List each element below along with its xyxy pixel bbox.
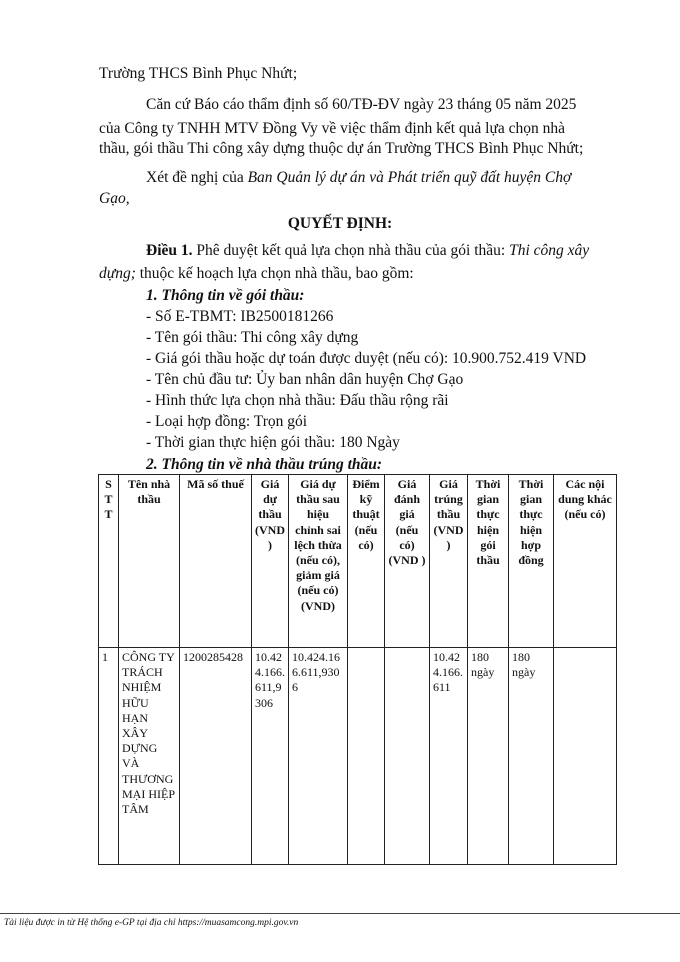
column-header: Thời gian thực hiện gói thầu (468, 475, 509, 648)
column-header: Giá dự thầu (VND ) (252, 475, 289, 648)
cell-contractor-name: CÔNG TY TRÁCH NHIỆM HỮU HẠN XÂY DỰNG VÀ THƯƠNG MẠI HIỆP TÂM (119, 648, 180, 865)
winner-table (98, 474, 617, 865)
table-row (99, 648, 617, 865)
section-heading: 1. Thông tin về gói thầu: (146, 287, 305, 304)
info-item: - Hình thức lựa chọn nhà thầu: Đấu thầu rộng rãi (146, 392, 449, 409)
cell-adjusted-price: 10.424.166.611,9306 (289, 648, 348, 865)
column-header: Giá trúng thầu (VND ) (430, 475, 468, 648)
column-header: S T T (99, 475, 119, 648)
cell-bid-price: 10.424.166.611,9306 (252, 648, 289, 865)
article-label: Điều 1. (146, 242, 193, 259)
cell-award-price: 10.424.166.611 (430, 648, 468, 865)
cell-eval-price (385, 648, 430, 865)
info-item: - Số E-TBMT: IB2500181266 (146, 308, 334, 325)
column-header: Thời gian thực hiện hợp đồng (509, 475, 554, 648)
text-line: Căn cứ Báo cáo thẩm định số 60/TĐ-ĐV ngày 23 tháng 05 năm 2025 (146, 96, 577, 113)
info-item: - Loại hợp đồng: Trọn gói (146, 413, 308, 430)
text-span: Phê duyệt kết quả lựa chọn nhà thầu của gói thầu: (192, 242, 510, 259)
info-item: - Giá gói thầu hoặc dự toán được duyệt (nếu có): 10.900.752.419 VND (146, 350, 587, 367)
column-header: Các nội dung khác (nếu có) (554, 475, 617, 648)
text-line (99, 264, 414, 284)
text-span: Xét đề nghị của (146, 169, 248, 186)
cell-contract-time: 180 ngày (509, 648, 554, 865)
text-span: thuộc kế hoạch lựa chọn nhà thầu, bao gồm: (135, 265, 414, 282)
table-header-row (99, 475, 617, 648)
cell-other (554, 648, 617, 865)
column-header: Giá đánh giá (nếu có) (VND ) (385, 475, 430, 648)
column-header: Giá dự thầu sau hiệu chỉnh sai lệch thừa (nếu có), giảm giá (nếu có) (VND) (289, 475, 348, 648)
section-heading: 2. Thông tin về nhà thầu trúng thầu: (146, 456, 383, 473)
text-line: của Công ty TNHH MTV Đồng Vy về việc thẩm định kết quả lựa chọn nhà (99, 120, 566, 137)
text-line: Trường THCS Bình Phục Nhứt; (99, 65, 298, 82)
footer-divider (0, 913, 680, 914)
column-header: Mã số thuế (180, 475, 252, 648)
column-header: Điểm kỹ thuật (nếu có) (348, 475, 385, 648)
text-span-italic: dựng; (99, 265, 136, 282)
cell-tax-code: 1200285428 (180, 648, 252, 865)
article-1-line (146, 241, 589, 261)
decision-title: QUYẾT ĐỊNH: (287, 215, 393, 232)
column-header: Tên nhà thầu (119, 475, 180, 648)
cell-tech-score (348, 648, 385, 865)
footer-note: Tài liệu được in từ Hệ thống e-GP tại địa chỉ https://muasamcong.mpi.gov.vn (4, 918, 299, 928)
text-line: Gạo, (99, 190, 130, 207)
text-span-italic: Thi công xây (509, 242, 590, 259)
cell-stt: 1 (99, 648, 119, 865)
text-line (146, 168, 571, 188)
info-item: - Thời gian thực hiện gói thầu: 180 Ngày (146, 434, 400, 451)
cell-package-time: 180 ngày (468, 648, 509, 865)
text-line: thầu, gói thầu Thi công xây dựng thuộc dự án Trường THCS Bình Phục Nhứt; (99, 140, 584, 157)
info-item: - Tên chủ đầu tư: Ủy ban nhân dân huyện Chợ Gạo (146, 371, 464, 388)
info-item: - Tên gói thầu: Thi công xây dựng (146, 329, 359, 346)
text-span-italic: Ban Quản lý dự án và Phát triển quỹ đất huyện Chợ (247, 169, 572, 186)
